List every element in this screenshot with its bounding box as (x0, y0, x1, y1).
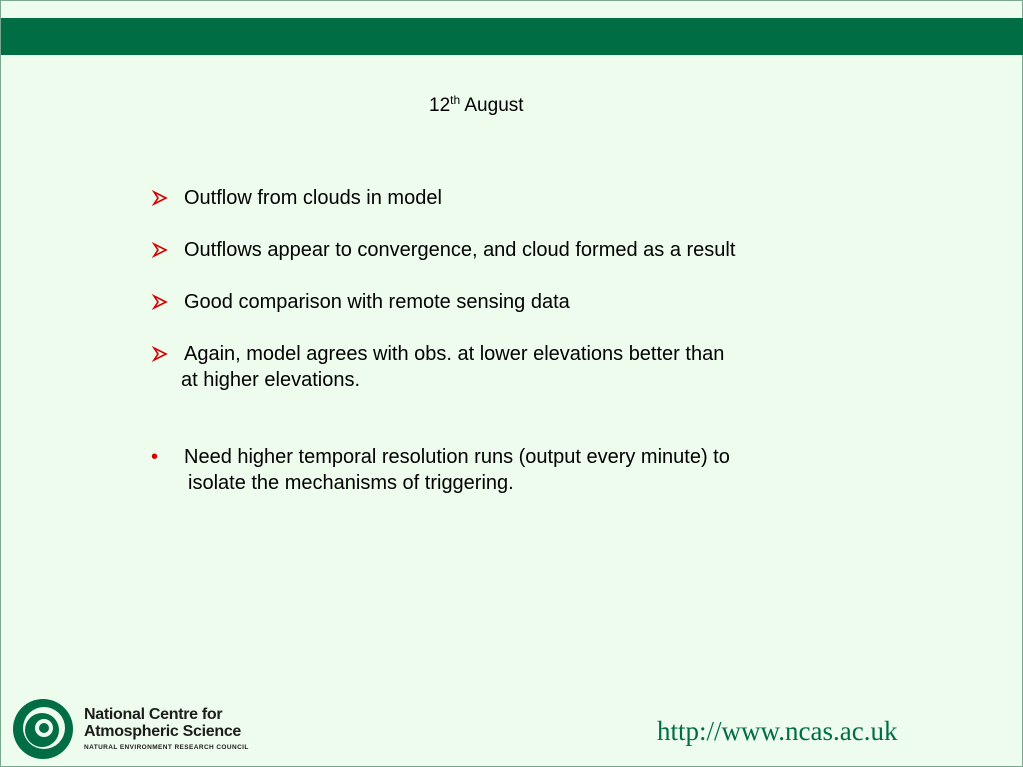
bullet-text: Again, model agrees with obs. at lower elevations better than (184, 343, 725, 365)
title-month: August (460, 95, 524, 116)
bullet-text: Outflows appear to convergence, and cloud formed as a result (184, 239, 736, 261)
arrowhead-bullet-icon (151, 237, 171, 263)
ncas-ring-logo-icon (11, 697, 75, 761)
title-day: 12 (429, 95, 451, 116)
ncas-logo (11, 697, 291, 761)
dot-bullet-text: Need higher temporal resolution runs (output every minute) to (184, 446, 730, 468)
dot-bullet-icon: • (151, 446, 159, 468)
footer-url-link[interactable]: http://www.ncas.ac.uk (657, 716, 898, 746)
logo-text-line2: Atmospheric Science (84, 723, 242, 740)
logo-text-line3: NATURAL ENVIRONMENT RESEARCH COUNCIL (84, 744, 249, 751)
arrowhead-bullet-icon (151, 185, 171, 211)
header-bar (1, 18, 1023, 55)
arrowhead-bullet-icon (151, 341, 171, 367)
slide-title (429, 95, 524, 117)
arrowhead-bullet-icon (151, 289, 171, 315)
dot-bullet-continuation: isolate the mechanisms of triggering. (188, 472, 514, 494)
bullet-continuation: at higher elevations. (181, 369, 361, 391)
bullet-text: Good comparison with remote sensing data (184, 291, 570, 313)
title-ordinal: th (450, 93, 461, 107)
bullet-text: Outflow from clouds in model (184, 187, 442, 209)
logo-text-line1: National Centre for (84, 706, 223, 723)
